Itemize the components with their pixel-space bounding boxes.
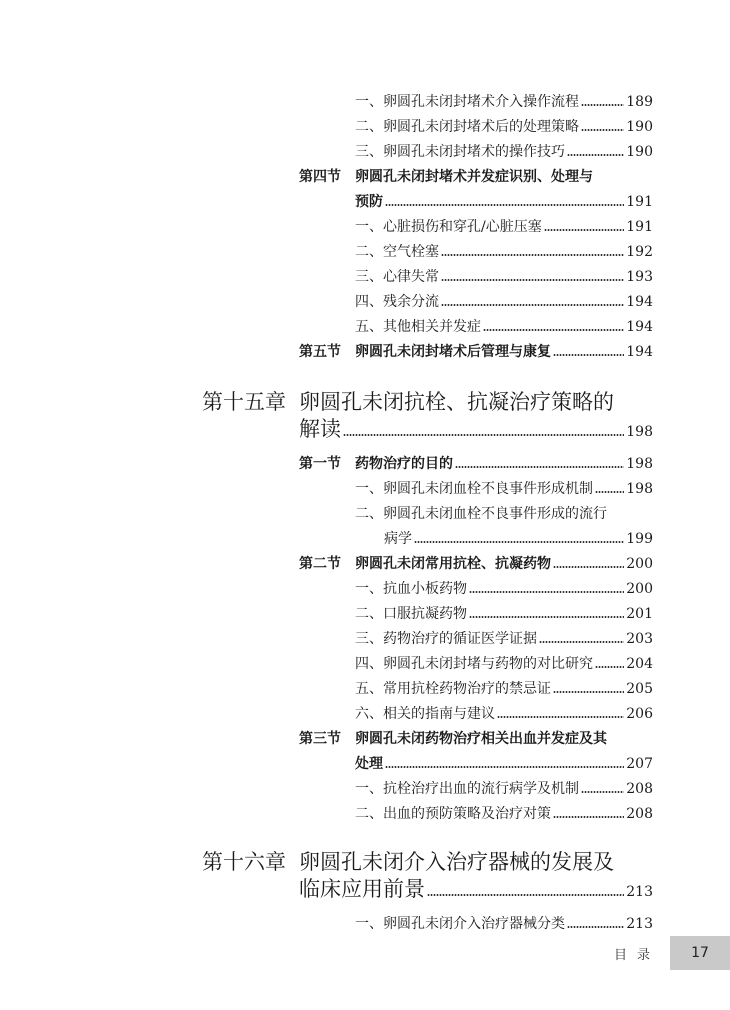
toc-entry-page: 206 bbox=[626, 706, 653, 722]
leader-dots bbox=[385, 203, 624, 207]
chapter-title-cont: 解读 bbox=[299, 417, 341, 441]
toc-entry-page: 198 bbox=[626, 424, 653, 440]
leader-dots bbox=[595, 490, 624, 494]
section-number: 第二节 bbox=[299, 556, 341, 572]
leader-dots bbox=[553, 353, 624, 357]
toc-entry-page: 191 bbox=[626, 194, 653, 210]
toc-entry-page: 189 bbox=[626, 94, 653, 110]
page-number: 17 bbox=[691, 945, 709, 961]
toc-entry-title: 四、卵圆孔未闭封堵与药物的对比研究 bbox=[355, 656, 593, 672]
toc-entry-page: 213 bbox=[626, 884, 653, 900]
toc-entry-page: 204 bbox=[626, 656, 653, 672]
toc-entry-page: 193 bbox=[626, 269, 653, 285]
footer-section-label: 目录 bbox=[614, 948, 661, 963]
leader-dots bbox=[581, 128, 624, 132]
leader-dots bbox=[385, 765, 624, 769]
toc-chapter-cont[interactable] bbox=[299, 873, 653, 901]
leader-dots bbox=[539, 640, 624, 644]
toc-entry-page: 207 bbox=[626, 756, 653, 772]
toc-entry[interactable] bbox=[355, 578, 653, 598]
toc-entry-page: 191 bbox=[626, 219, 653, 235]
leader-dots bbox=[483, 328, 624, 332]
section-title: 卵圆孔未闭封堵术后管理与康复 bbox=[355, 344, 551, 360]
chapter-title: 卵圆孔未闭介入治疗器械的发展及 bbox=[299, 850, 614, 874]
chapter-title-cont: 临床应用前景 bbox=[299, 877, 425, 901]
section-title-cont: 预防 bbox=[355, 194, 383, 210]
chapter-number: 第十六章 bbox=[202, 850, 286, 874]
chapter-number: 第十五章 bbox=[202, 390, 286, 414]
toc-entry-page: 213 bbox=[626, 916, 653, 932]
leader-dots bbox=[441, 278, 624, 282]
toc-entry-title: 一、卵圆孔未闭血栓不良事件形成机制 bbox=[355, 481, 593, 497]
toc-chapter-cont[interactable] bbox=[299, 413, 653, 441]
toc-entry[interactable] bbox=[355, 603, 653, 623]
toc-entry[interactable] bbox=[355, 141, 653, 161]
toc-entry-page: 192 bbox=[626, 244, 653, 260]
leader-dots bbox=[427, 893, 624, 897]
toc-entry-title: 五、其他相关并发症 bbox=[355, 319, 481, 335]
leader-dots bbox=[441, 253, 624, 257]
toc-entry-page: 194 bbox=[626, 344, 653, 360]
leader-dots bbox=[469, 615, 624, 619]
leader-dots bbox=[553, 565, 624, 569]
toc-entry-page: 203 bbox=[626, 631, 653, 647]
toc-entry-page: 201 bbox=[626, 606, 653, 622]
leader-dots bbox=[581, 103, 624, 107]
toc-entry-page: 194 bbox=[626, 319, 653, 335]
toc-section[interactable] bbox=[299, 341, 653, 361]
toc-chapter[interactable] bbox=[202, 846, 653, 874]
section-title: 卵圆孔未闭常用抗栓、抗凝药物 bbox=[355, 556, 551, 572]
leader-dots bbox=[469, 590, 624, 594]
toc-section[interactable] bbox=[299, 453, 653, 473]
toc-entry-title: 一、卵圆孔未闭封堵术介入操作流程 bbox=[355, 94, 579, 110]
section-number: 第四节 bbox=[299, 169, 341, 185]
toc-section[interactable] bbox=[299, 728, 653, 748]
toc-entry-title: 三、药物治疗的循证医学证据 bbox=[355, 631, 537, 647]
section-title: 卵圆孔未闭药物治疗相关出血并发症及其 bbox=[355, 731, 607, 747]
section-number: 第五节 bbox=[299, 344, 341, 360]
toc-section[interactable] bbox=[299, 553, 653, 573]
leader-dots bbox=[567, 153, 624, 157]
toc-entry-title: 一、卵圆孔未闭介入治疗器械分类 bbox=[355, 916, 565, 932]
toc-entry-cont[interactable] bbox=[384, 528, 653, 548]
toc-entry[interactable] bbox=[355, 653, 653, 673]
section-number: 第三节 bbox=[299, 731, 341, 747]
toc-entry-page: 200 bbox=[626, 556, 653, 572]
section-title-cont: 处理 bbox=[355, 756, 383, 772]
toc-entry-page: 199 bbox=[626, 531, 653, 547]
toc-section-cont[interactable] bbox=[355, 191, 653, 211]
toc-entry-title: 二、出血的预防策略及治疗对策 bbox=[355, 806, 551, 822]
leader-dots bbox=[544, 228, 625, 232]
toc-entry-title: 二、空气栓塞 bbox=[355, 244, 439, 260]
leader-dots bbox=[497, 715, 624, 719]
toc-entry[interactable] bbox=[355, 316, 653, 336]
toc-entry-title: 三、心律失常 bbox=[355, 269, 439, 285]
toc-entry-title: 二、口服抗凝药物 bbox=[355, 606, 467, 622]
toc-section[interactable] bbox=[299, 166, 653, 186]
toc-entry-page: 198 bbox=[626, 456, 653, 472]
toc-entry[interactable] bbox=[355, 478, 653, 498]
toc-entry-title: 三、卵圆孔未闭封堵术的操作技巧 bbox=[355, 144, 565, 160]
toc-entry-title: 一、抗栓治疗出血的流行病学及机制 bbox=[355, 781, 579, 797]
chapter-title: 卵圆孔未闭抗栓、抗凝治疗策略的 bbox=[299, 390, 614, 414]
toc-entry-title: 一、心脏损伤和穿孔/心脏压塞 bbox=[355, 219, 542, 235]
footer-page-number-box bbox=[670, 936, 730, 970]
leader-dots bbox=[343, 433, 624, 437]
toc-entry-title: 二、卵圆孔未闭封堵术后的处理策略 bbox=[355, 119, 579, 135]
toc-entry-page: 198 bbox=[626, 481, 653, 497]
toc-entry-page: 200 bbox=[626, 581, 653, 597]
leader-dots bbox=[455, 465, 624, 469]
toc-entry[interactable] bbox=[355, 778, 653, 798]
leader-dots bbox=[553, 690, 624, 694]
toc-entry[interactable] bbox=[355, 913, 653, 933]
section-title: 药物治疗的目的 bbox=[355, 456, 453, 472]
toc-entry[interactable] bbox=[355, 216, 653, 236]
toc-entry-page: 190 bbox=[626, 119, 653, 135]
toc-entry[interactable] bbox=[355, 803, 653, 823]
leader-dots bbox=[595, 665, 624, 669]
toc-entry[interactable] bbox=[355, 503, 653, 523]
toc-entry-page: 208 bbox=[626, 781, 653, 797]
toc-section-cont[interactable] bbox=[355, 753, 653, 773]
toc-entry[interactable] bbox=[355, 116, 653, 136]
toc-entry-title-cont: 病学 bbox=[384, 531, 412, 547]
leader-dots bbox=[567, 925, 624, 929]
section-number: 第一节 bbox=[299, 456, 341, 472]
toc-entry[interactable] bbox=[355, 678, 653, 698]
toc-entry-page: 190 bbox=[626, 144, 653, 160]
toc-entry[interactable] bbox=[355, 291, 653, 311]
toc-entry-title: 一、抗血小板药物 bbox=[355, 581, 467, 597]
leader-dots bbox=[581, 790, 624, 794]
leader-dots bbox=[553, 815, 624, 819]
toc-entry-page: 205 bbox=[626, 681, 653, 697]
toc-entry[interactable] bbox=[355, 91, 653, 111]
toc-entry[interactable] bbox=[355, 703, 653, 723]
section-title: 卵圆孔未闭封堵术并发症识别、处理与 bbox=[355, 169, 593, 185]
toc-chapter[interactable] bbox=[202, 386, 653, 414]
toc-entry-title: 二、卵圆孔未闭血栓不良事件形成的流行 bbox=[355, 506, 607, 522]
toc-entry-title: 四、残余分流 bbox=[355, 294, 439, 310]
toc-entry-title: 六、相关的指南与建议 bbox=[355, 706, 495, 722]
leader-dots bbox=[414, 540, 624, 544]
toc-entry-page: 194 bbox=[626, 294, 653, 310]
toc-entry[interactable] bbox=[355, 628, 653, 648]
toc-entry-title: 五、常用抗栓药物治疗的禁忌证 bbox=[355, 681, 551, 697]
toc-entry[interactable] bbox=[355, 266, 653, 286]
leader-dots bbox=[441, 303, 624, 307]
toc-entry[interactable] bbox=[355, 241, 653, 261]
toc-entry-page: 208 bbox=[626, 806, 653, 822]
